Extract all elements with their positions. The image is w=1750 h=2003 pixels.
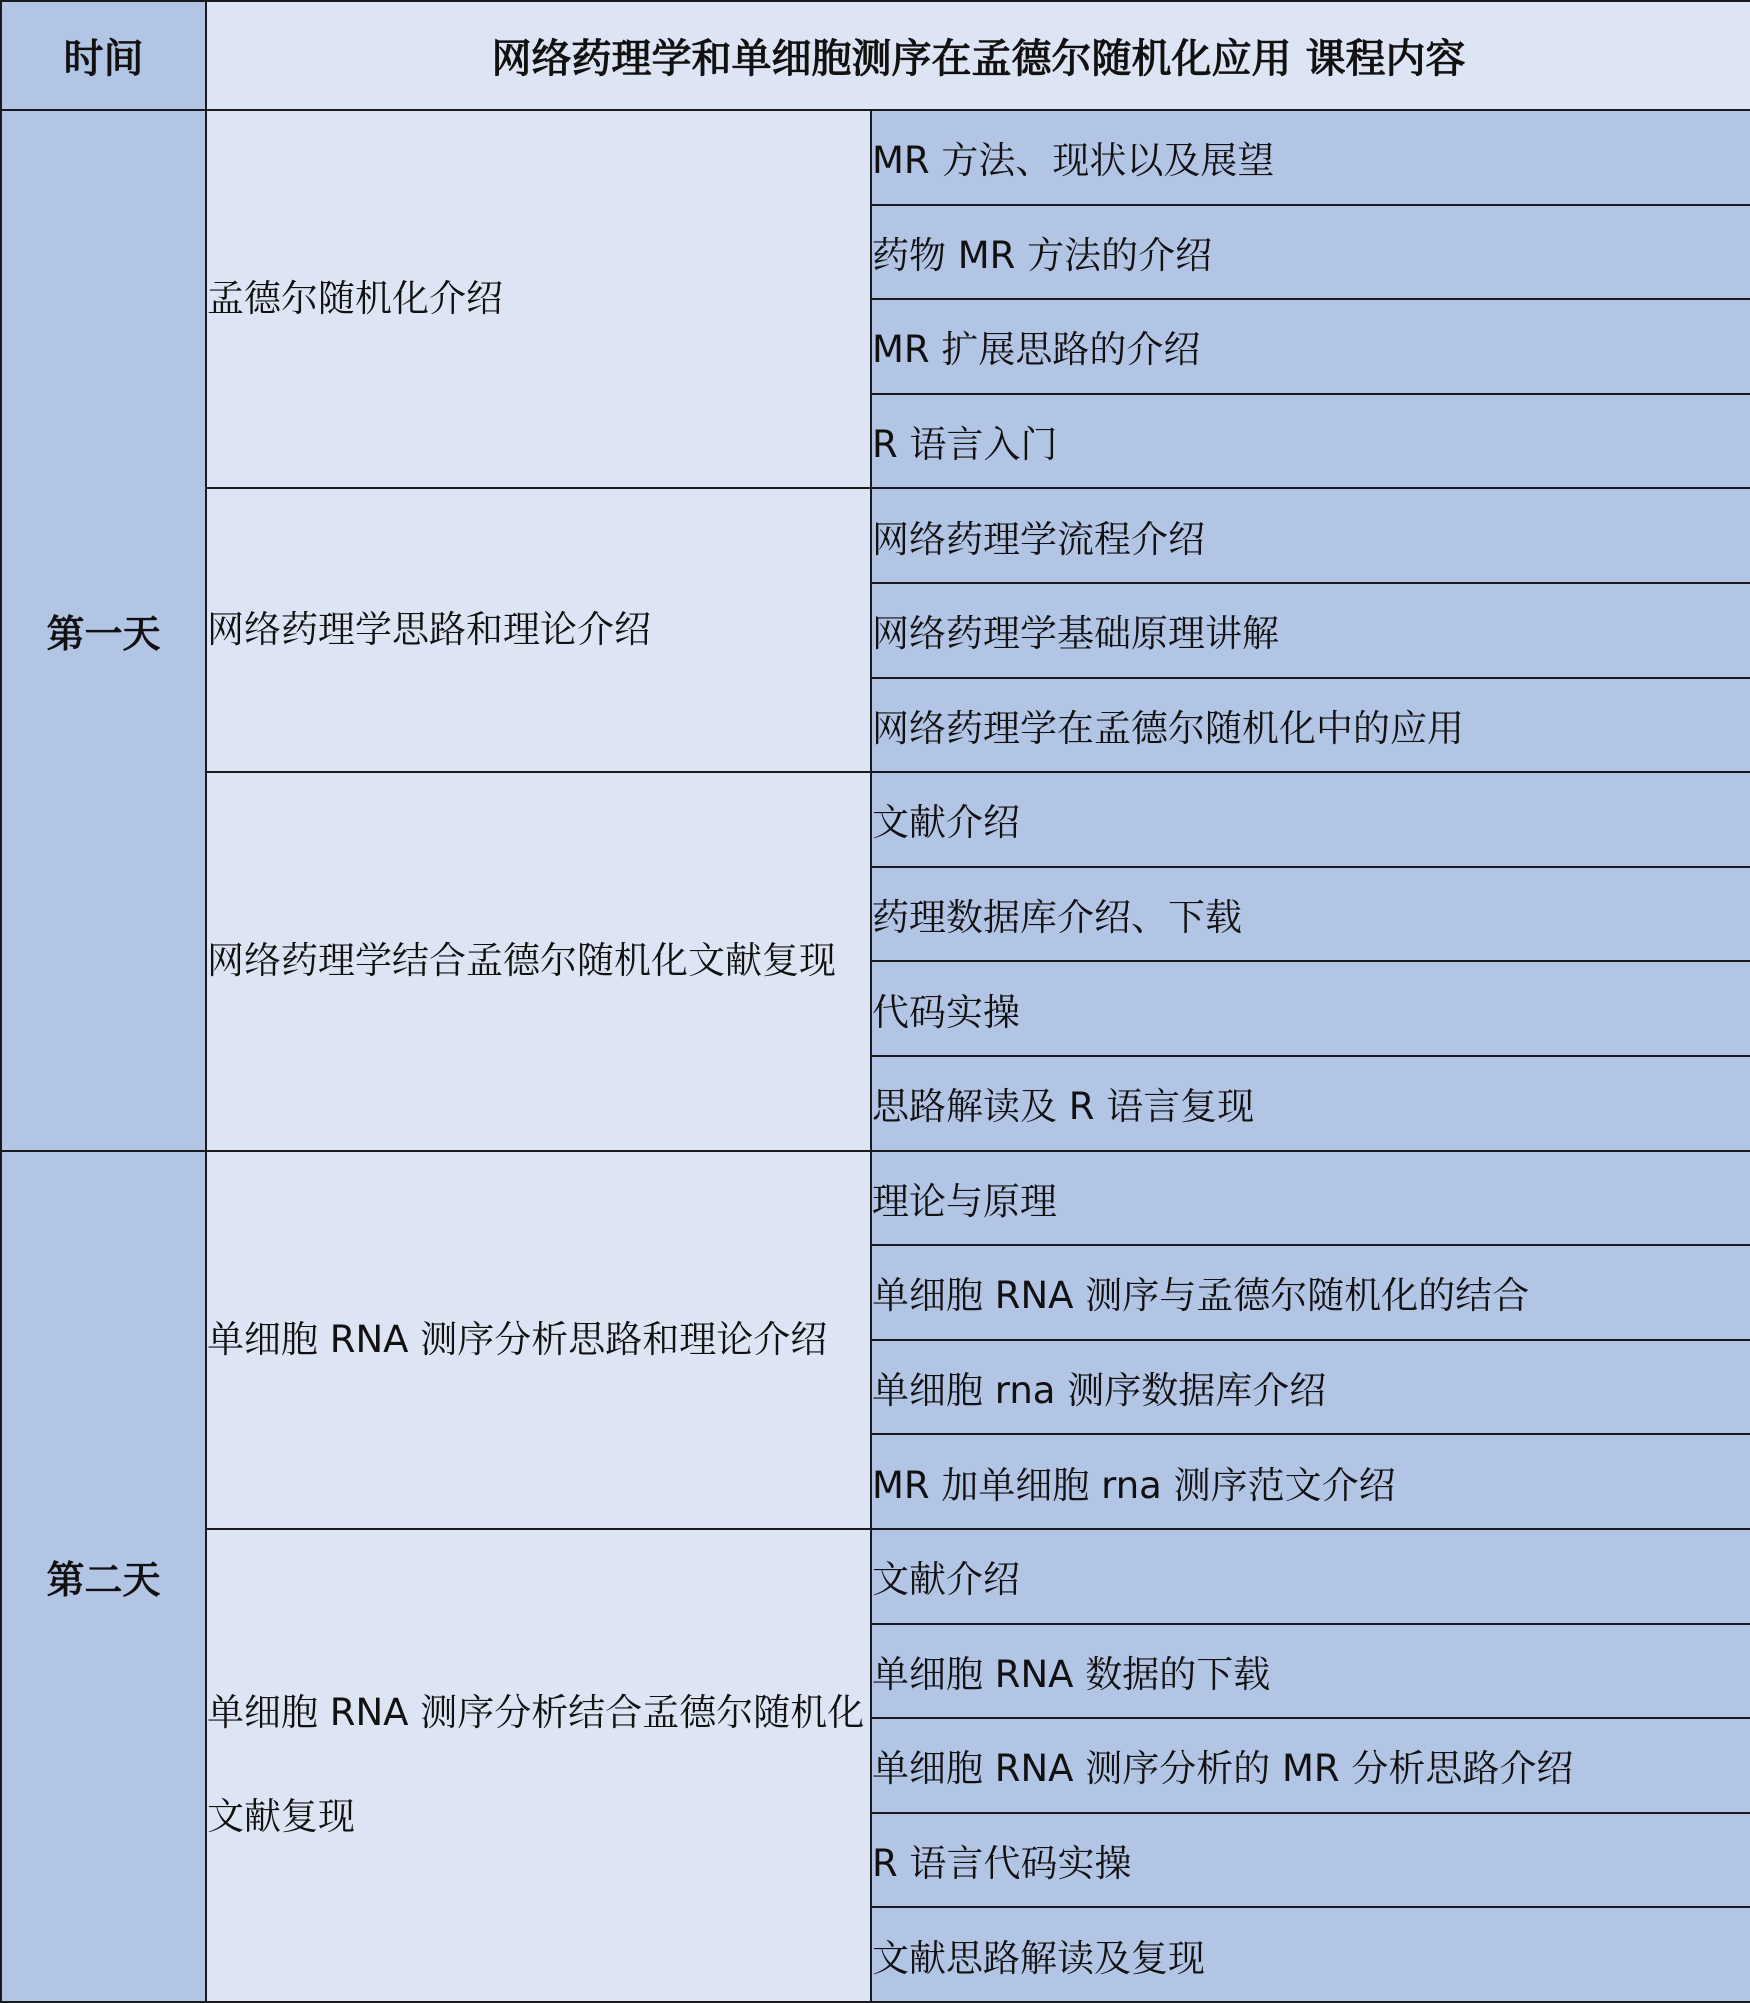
topic-item: 文献介绍 — [871, 1529, 1750, 1624]
table-row — [1, 1529, 1750, 1624]
topic-item: 网络药理学基础原理讲解 — [871, 583, 1750, 678]
topic-item: 网络药理学在孟德尔随机化中的应用 — [871, 678, 1750, 773]
topic-item: 药理数据库介绍、下载 — [871, 867, 1750, 962]
topic-item: 单细胞 rna 测序数据库介绍 — [871, 1340, 1750, 1435]
topic-item: 单细胞 RNA 测序与孟德尔随机化的结合 — [871, 1245, 1750, 1340]
topic-item: 药物 MR 方法的介绍 — [871, 205, 1750, 300]
topic-item: MR 加单细胞 rna 测序范文介绍 — [871, 1434, 1750, 1529]
time-column-header: 时间 — [1, 1, 206, 110]
topic-item: 思路解读及 R 语言复现 — [871, 1056, 1750, 1151]
topic-item: 单细胞 RNA 数据的下载 — [871, 1624, 1750, 1719]
day-label: 第二天 — [1, 1151, 206, 2002]
topic-item: R 语言代码实操 — [871, 1813, 1750, 1908]
content-column-header: 网络药理学和单细胞测序在孟德尔随机化应用 课程内容 — [206, 1, 1750, 110]
module-title: 网络药理学结合孟德尔随机化文献复现 — [206, 772, 871, 1150]
module-title: 单细胞 RNA 测序分析结合孟德尔随机化文献复现 — [206, 1529, 871, 2002]
topic-item: 理论与原理 — [871, 1151, 1750, 1246]
topic-item: 文献思路解读及复现 — [871, 1907, 1750, 2002]
header-row — [1, 1, 1750, 110]
table-row — [1, 1151, 1750, 1246]
day-label: 第一天 — [1, 110, 206, 1151]
topic-item: 单细胞 RNA 测序分析的 MR 分析思路介绍 — [871, 1718, 1750, 1813]
table-row — [1, 110, 1750, 205]
topic-item: R 语言入门 — [871, 394, 1750, 489]
topic-item: MR 方法、现状以及展望 — [871, 110, 1750, 205]
topic-item: 代码实操 — [871, 961, 1750, 1056]
module-title: 孟德尔随机化介绍 — [206, 110, 871, 488]
topic-item: 网络药理学流程介绍 — [871, 488, 1750, 583]
table-row — [1, 488, 1750, 583]
topic-item: 文献介绍 — [871, 772, 1750, 867]
module-title: 网络药理学思路和理论介绍 — [206, 488, 871, 772]
topic-item: MR 扩展思路的介绍 — [871, 299, 1750, 394]
module-title: 单细胞 RNA 测序分析思路和理论介绍 — [206, 1151, 871, 1529]
table-row — [1, 772, 1750, 867]
